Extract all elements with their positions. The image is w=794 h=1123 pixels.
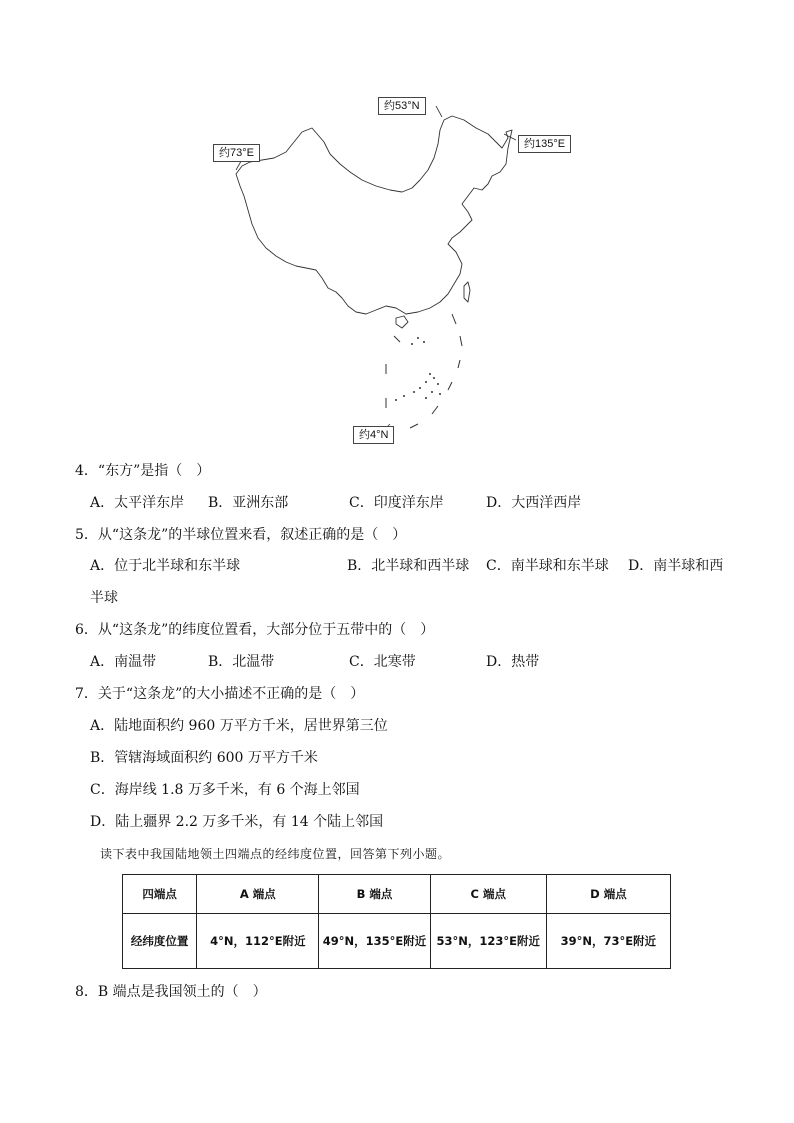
question-7-option-b[interactable]: B．管辖海域面积约 600 万平方千米 [90, 750, 318, 766]
east-extreme-label: 约135°E [518, 135, 571, 153]
question-6-option-b[interactable]: B．北温带 [208, 654, 275, 670]
table-row-label: 经纬度位置 [123, 914, 197, 969]
question-6-stem: 6．从“这条龙”的纬度位置看，大部分位于五带中的（ ） [75, 622, 435, 638]
south-sea-border [386, 314, 462, 432]
question-4-option-a[interactable]: A．太平洋东岸 [90, 495, 185, 511]
extreme-points-table [122, 874, 671, 969]
mainland-outline [236, 116, 512, 314]
question-6-option-a[interactable]: A．南温带 [90, 654, 157, 670]
table-intro: 读下表中我国陆地领土四端点的经纬度位置，回答第下列小题。 [100, 847, 451, 861]
table-header-cell: A 端点 [197, 875, 319, 914]
question-4-option-c[interactable]: C．印度洋东岸 [349, 495, 444, 511]
question-7-option-c[interactable]: C．海岸线 1.8 万多千米，有 6 个海上邻国 [90, 782, 360, 798]
question-5-option-d-wrap: 半球 [90, 590, 118, 606]
table-cell: 39°N，73°E附近 [546, 914, 670, 969]
table-row [123, 914, 671, 969]
question-7-option-a[interactable]: A．陆地面积约 960 万平方千米，居世界第三位 [90, 718, 388, 734]
table-cell: 4°N，112°E附近 [197, 914, 319, 969]
question-5-option-b[interactable]: B．北半球和西半球 [347, 558, 470, 574]
table-header-cell: D 端点 [546, 875, 670, 914]
west-extreme-label: 约73°E [213, 144, 260, 162]
table-header-cell: B 端点 [319, 875, 430, 914]
question-4-option-b[interactable]: B．亚洲东部 [208, 495, 289, 511]
question-5-stem: 5．从“这条龙”的半球位置来看，叙述正确的是（ ） [75, 527, 407, 543]
table-header-cell: C 端点 [430, 875, 546, 914]
taiwan-outline [464, 282, 470, 302]
question-7-stem: 7．关于“这条龙”的大小描述不正确的是（ ） [75, 686, 365, 702]
north-extreme-label: 约53°N [378, 97, 426, 115]
question-6-option-d[interactable]: D．热带 [486, 654, 540, 670]
question-5-option-a[interactable]: A．位于北半球和东半球 [90, 558, 241, 574]
question-4-option-d[interactable]: D．大西洋西岸 [486, 495, 582, 511]
south-extreme-label: 约4°N [353, 426, 394, 444]
south-sea-islands [395, 337, 441, 401]
table-header-cell: 四端点 [123, 875, 197, 914]
question-6-option-c[interactable]: C．北寒带 [349, 654, 416, 670]
question-5-option-c[interactable]: C．南半球和东半球 [486, 558, 609, 574]
question-5-option-d[interactable]: D．南半球和西 [628, 558, 724, 574]
table-cell: 49°N，135°E附近 [319, 914, 430, 969]
question-7-option-d[interactable]: D．陆上疆界 2.2 万多千米，有 14 个陆上邻国 [90, 814, 384, 830]
callout-leaders [236, 106, 516, 428]
table-cell: 53°N，123°E附近 [430, 914, 546, 969]
table-header-row [123, 875, 671, 914]
question-8-stem: 8．B 端点是我国领土的（ ） [75, 984, 267, 1000]
question-4-stem: 4．“东方”是指（ ） [75, 463, 211, 479]
hainan-outline [396, 316, 408, 328]
